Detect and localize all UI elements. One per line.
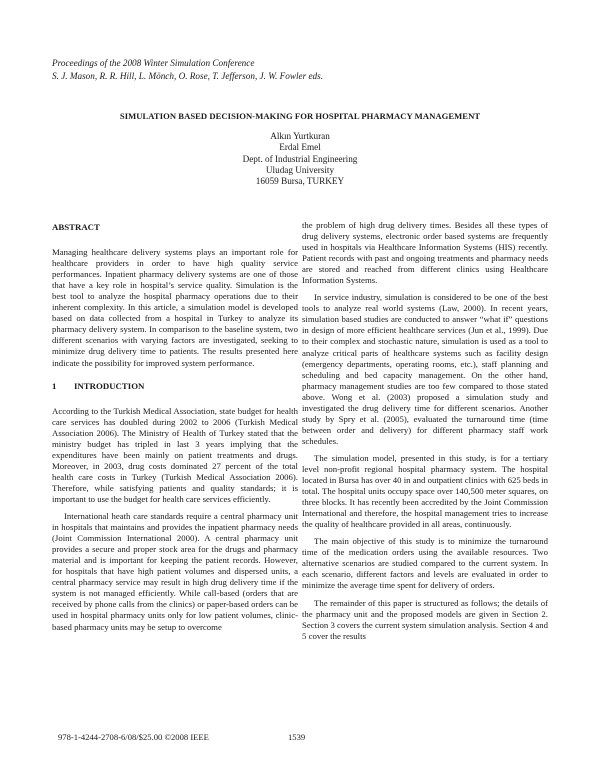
- isbn-copyright: 978-1-4244-2708-6/08/$25.00 ©2008 IEEE: [58, 732, 209, 742]
- paper-title: SIMULATION BASED DECISION-MAKING FOR HOSPITAL PHARMACY MANAGEMENT: [119, 111, 481, 121]
- proceedings-line: Proceedings of the 2008 Winter Simulation Conference: [52, 58, 255, 68]
- intro-paragraph-6: The remainder of this paper is structured as follows; the details of the pharmacy unit and the proposed models are given in Section 2. Section 3 covers the current system simulation analysis. Section 4 and 5 cover the results: [302, 597, 548, 641]
- conference-header: [52, 57, 323, 82]
- abstract-text: Managing healthcare delivery systems plays an important role for healthcare providers in order to have high quality service performances. Inpatient pharmacy delivery systems are one of those that have a key role in hospital’s service quality. Simulation is the best tool to analyze the hospital pharmacy operations due to their inherent complexity. In this article, a simulation model is developed based on data collected from a hospital in Turkey to analyze its pharmacy delivery system. In comparison to the baseline system, two different scenarios with varying factors are investigated, seeking to minimize drug delivery time to patients. The results presented here indicate the possibility for improved system performance.: [52, 247, 298, 368]
- page-number: 1539: [288, 732, 306, 742]
- author-block: [0, 131, 600, 187]
- intro-paragraph-4: The simulation model, presented in this study, is for a tertiary level non-profit regional hospital pharmacy system. The hospital located in Bursa has over 40 in and outpatient clinics with 625 beds in total. The hospital units occupy space over 140,500 meter squares, on three blocks. It has recently been accredited by the Joint Commission International and therefore, the hospital management tries to increase the quality of healthcare provided in all areas, continuously.: [302, 452, 548, 530]
- editors-line: S. J. Mason, R. R. Hill, L. Mönch, O. Rose, T. Jefferson, J. W. Fowler eds.: [52, 70, 323, 81]
- author-name-2: Erdal Emel: [279, 142, 321, 153]
- intro-paragraph-1: According to the Turkish Medical Association, state budget for health care services has doubled during 2002 to 2006 (Turkish Medical Association 2006). The Ministry of Health of Turkey stated that the ministry budget has tripled in last 3 years implying that the expenditures have been mainly on patient treatments and drugs. Moreover, in 2003, drug costs dominated 27 percent of the total health care costs in Turkey (Turkish Medical Association 2006). Therefore, while satisfying patients and quality standards; it is important to use the budget for health care services efficiently.: [52, 405, 298, 504]
- intro-paragraph-3: In service industry, simulation is considered to be one of the best tools to analyze real world systems (Law, 2000). In recent years, simulation based studies are conducted to answer “what if” questions in design of more efficient healthcare services (Jun et al., 1999). Due to their complex and stochastic nature, simulation is used as a tool to analyze critical parts of healthcare systems such as facility design (emergency departments, operating rooms, etc.), staff planning and scheduling and bed capacity management. On the other hand, pharmacy management studies are too few compared to those stated above. Wong et al. (2003) proposed a simulation study and investigated the drug delivery time for different scenarios. Another study by Spry et al. (2005), evaluated the turnaround time (time between order and delivery) for different pharmacy staff work schedules.: [302, 292, 548, 446]
- section-heading-introduction: [52, 381, 298, 392]
- intro-paragraph-2: International heath care standards require a central pharmacy unit in hospitals that maintains and provides the inpatient pharmacy needs (Joint Commission International 2000). A central pharmacy unit provides a secure and proper stock area for the drugs and pharmacy material and is important for keeping the patient records. However, for hospitals that have high patient volumes and dispersed units, a central pharmacy service may result in high drug delivery time if the system is not managed efficiently. While call-based (orders that are received by phone calls from the clinics) or paper-based orders can be used in hospital pharmacy units only for low patient volumes, clinic-based pharmacy units may be setup to overcome: [52, 511, 298, 632]
- author-name-1: Alkın Yurtkuran: [270, 131, 330, 141]
- intro-paragraph-2-continued: the problem of high drug delivery times. Besides all these types of drug delivery systems, electronic order based systems are frequently used in hospitals via Healthcare Information Systems (HIS) recently. Patient records with past and ongoing treatments and pharmacy needs are stored and reached from different clinics using Healthcare Information Systems.: [302, 220, 548, 286]
- author-university: Uludag University: [265, 164, 335, 175]
- section-title: INTRODUCTION: [74, 380, 145, 391]
- right-column: [302, 220, 548, 648]
- section-number: 1: [52, 380, 57, 391]
- left-column: [52, 222, 298, 639]
- author-city: 16059 Bursa, TURKEY: [255, 176, 345, 187]
- author-department: Dept. of Industrial Engineering: [242, 153, 358, 164]
- intro-paragraph-5: The main objective of this study is to minimize the turnaround time of the medication orders using the available resources. Two alternative scenarios are studied compared to the current system. In each scenario, different factors and levels are evaluated in order to minimize the average time spent for delivery of orders.: [302, 536, 548, 591]
- abstract-heading: ABSTRACT: [52, 222, 100, 232]
